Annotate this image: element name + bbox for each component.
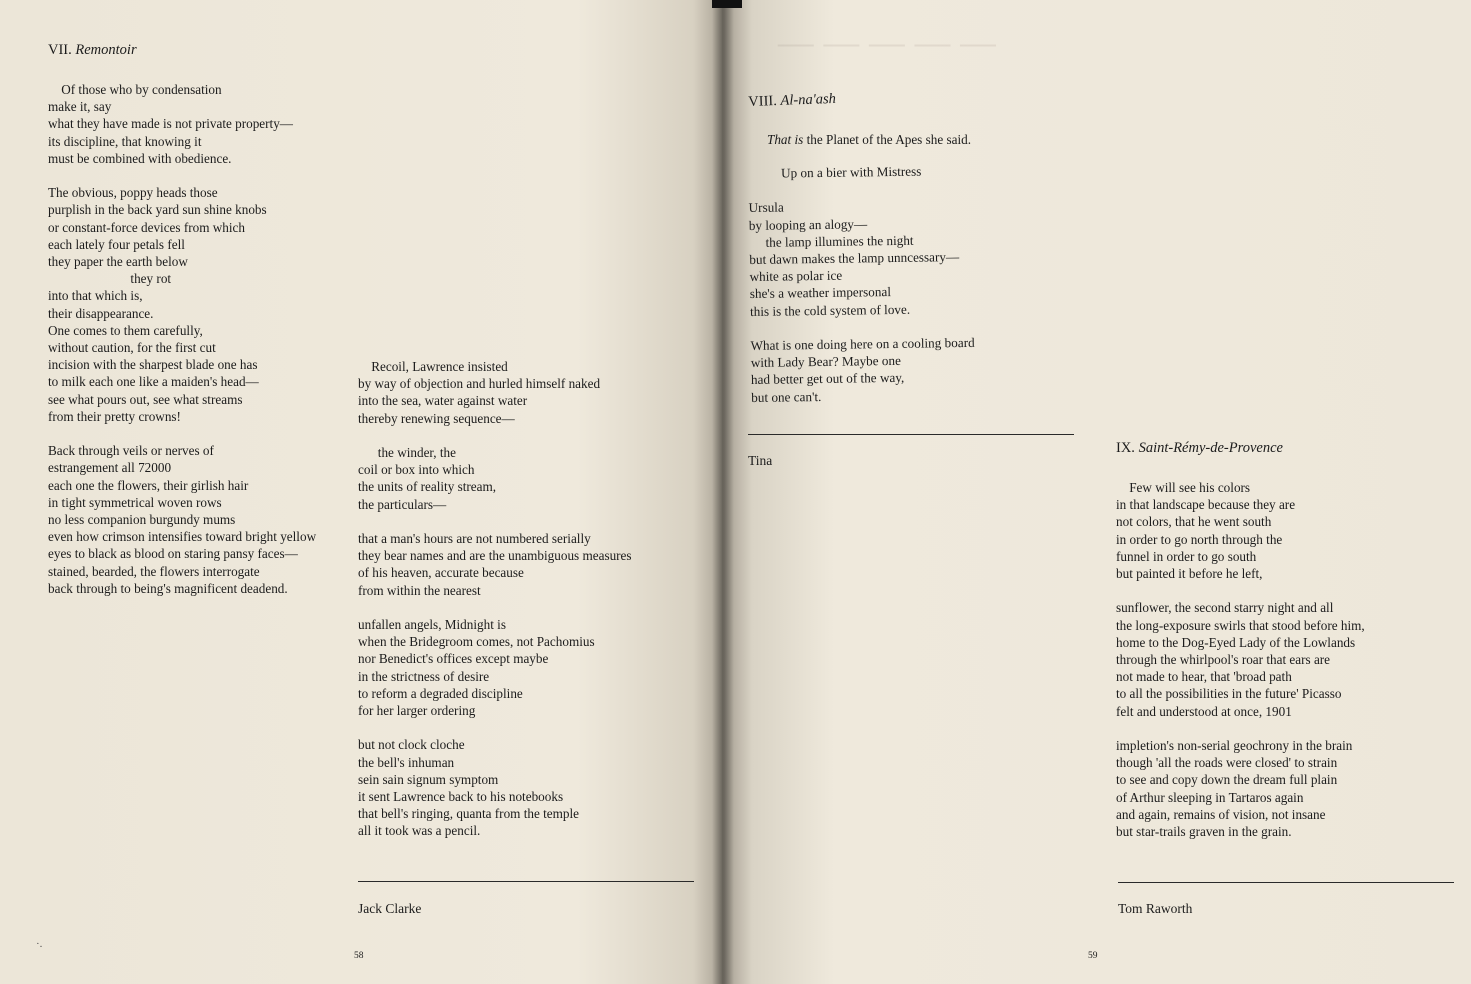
poem-viii-body: Up on a bier with Mistress Ursula by looping an alogy— the lamp illumines the night but dawn makes the lamp unncessary— white as polar ice she's a weather impersonal this is the cold system of love. What is one doing here on a cooling board with Lady Bear? Maybe one had better get out of the way, but one can't.	[748, 163, 975, 405]
section-title-ix	[1116, 440, 1283, 457]
section-number: IX.	[1116, 440, 1135, 456]
page-number: 58	[354, 951, 364, 961]
section-name: Remontoir	[75, 42, 137, 58]
section-number: VII.	[48, 42, 72, 58]
poem-first-line	[767, 131, 971, 148]
section-title-vii	[48, 42, 137, 59]
poem-column-2: Recoil, Lawrence insisted by way of objection and hurled himself naked into the sea, water against water thereby renewing sequence— the winder, the coil or box into which the units of reality stream, the particulars— that a man's hours are not numbered serially they bear names and are the unambiguous measures of his heaven, accurate because from within the nearest unfallen angels, Midnight is when the Bridegroom comes, not Pachomius nor Benedict's offices except maybe in the strictness of desire to reform a degraded discipline for her larger ordering but not clock cloche the bell's inhuman sein sain signum symptom it sent Lawrence back to his notebooks that bell's ringing, quanta from the temple all it took was a pencil.	[358, 359, 632, 839]
section-title-viii	[748, 91, 836, 111]
poem-ix-body: Few will see his colors in that landscape because they are not colors, that he went south in order to go north through the funnel in order to go south but painted it before he left, sunflower, the second starry night and all the long-exposure swirls that stood before him, home to the Dog-Eyed Lady of the Lowlands through the whirlpool's roar that ears are not made to hear, that 'broad path to all the possibilities in the future' Picasso felt and understood at once, 1901 impletion's non-serial geochrony in the brain though 'all the roads were closed' to strain to see and copy down the dream full plain of Arthur sleeping in Tartaros again and again, remains of vision, not insane but star-trails graven in the grain.	[1116, 480, 1365, 840]
page-number: 59	[1088, 951, 1098, 961]
author-rule-ix	[1118, 882, 1454, 883]
section-number: VIII.	[748, 93, 778, 110]
author-name-ix: Tom Raworth	[1118, 901, 1193, 916]
first-line-rest: the Planet of the Apes she said.	[803, 132, 972, 147]
bleed-through-text: — — — — —	[778, 19, 996, 64]
author-name: Jack Clarke	[358, 901, 422, 916]
left-page	[0, 0, 722, 984]
section-name: Saint-Rémy-de-Provence	[1138, 440, 1283, 456]
first-line-italic: That is	[767, 132, 804, 147]
author-rule-viii	[748, 434, 1074, 435]
author-rule	[358, 881, 694, 882]
author-name-viii: Tina	[748, 453, 773, 468]
poem-column-1: Of those who by condensation make it, say what they have made is not private property— its discipline, that knowing it must be combined with obedience. The obvious, poppy heads those purplish in the back yard sun shine knobs or constant-force devices from which each lately four petals fell they paper the earth below they rot into that which is, their disappearance. One comes to them carefully, without caution, for the first cut incision with the sharpest blade one has to milk each one like a maiden's head— see what pours out, see what streams from their pretty crowns! Back through veils or nerves of estrangement all 72000 each one the flowers, their girlish hair in tight symmetrical woven rows no less companion burgundy mums even how crimson intensifies toward bright yellow eyes to black as blood on staring pansy faces— stained, bearded, the flowers interrogate back through to being's magnificent deadend.	[48, 82, 317, 596]
right-page	[722, 0, 1471, 984]
page-speck: ·.	[36, 938, 43, 950]
section-name: Al-na'ash	[780, 90, 837, 109]
binding-shadow	[712, 0, 742, 8]
book-gutter	[712, 0, 734, 984]
